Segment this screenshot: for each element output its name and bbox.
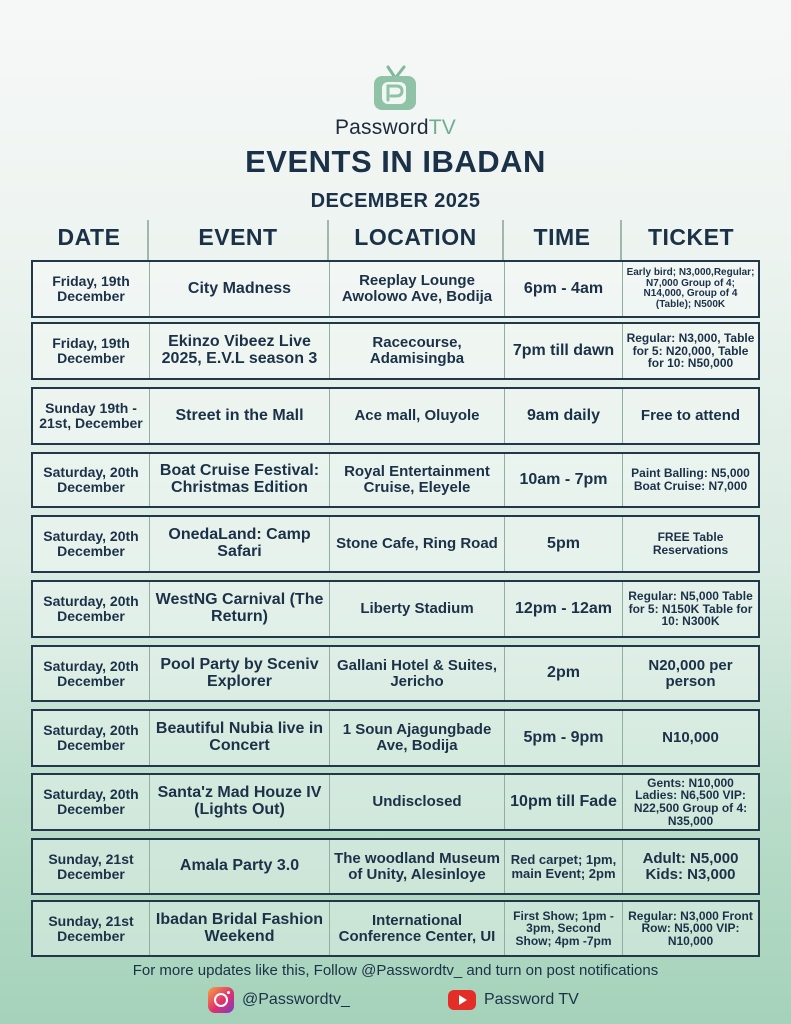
instagram-handle[interactable] (208, 986, 350, 1014)
event-date: Saturday, 20th December (43, 464, 139, 495)
event-name: Boat Cruise Festival: Christmas Edition (149, 454, 329, 506)
event-ticket: Adult: N5,000 Kids: N3,000 (622, 840, 758, 893)
brand-accent: TV (428, 116, 457, 139)
event-name: Ekinzo Vibeez Live 2025, E.V.L season 3 (149, 324, 329, 378)
event-location: Reeplay Lounge Awolowo Ave, Bodija (329, 262, 504, 316)
event-time: 6pm - 4am (504, 262, 622, 316)
instagram-icon (208, 987, 234, 1013)
event-date: Friday, 19th December (52, 335, 130, 366)
event-row (31, 452, 760, 508)
event-location: Racecourse, Adamisingba (329, 324, 504, 378)
footer-follow-text: For more updates like this, Follow @Passwordtv_ and turn on post notifications (132, 962, 659, 979)
event-ticket: Free to attend (622, 389, 758, 443)
event-ticket: FREE Table Reservations (622, 517, 758, 571)
event-name: Ibadan Bridal Fashion Weekend (149, 902, 329, 955)
youtube-channel[interactable] (448, 986, 579, 1014)
column-header-time: TIME (533, 224, 591, 250)
event-location: Stone Cafe, Ring Road (329, 517, 504, 571)
event-name: Santa'z Mad Houze IV (Lights Out) (149, 775, 329, 829)
event-row (31, 260, 760, 318)
brand-main: Password (334, 116, 429, 139)
event-time: First Show; 1pm - 3pm, Second Show; 4pm -7pm (504, 902, 622, 955)
event-ticket: Regular: N3,000, Table for 5: N20,000, Table for 10: N50,000 (622, 324, 758, 378)
event-date: Sunday, 21st December (48, 850, 134, 882)
event-ticket: N10,000 (622, 711, 758, 765)
youtube-channel-text: Password TV (484, 991, 579, 1008)
event-row (31, 838, 760, 895)
event-row (31, 709, 760, 767)
event-time: 5pm - 9pm (504, 711, 622, 765)
event-time: 12pm - 12am (504, 582, 622, 636)
event-date: Saturday, 20th December (43, 528, 139, 559)
event-time: Red carpet; 1pm, main Event; 2pm (504, 840, 622, 893)
event-location: Gallani Hotel & Suites, Jericho (329, 647, 504, 700)
event-name: Pool Party by Sceniv Explorer (149, 647, 329, 700)
brand-name (0, 116, 791, 140)
event-location: Liberty Stadium (329, 582, 504, 636)
event-row (31, 773, 760, 831)
event-location: 1 Soun Ajagungbade Ave, Bodija (329, 711, 504, 765)
event-location: International Conference Center, UI (329, 902, 504, 955)
event-time: 7pm till dawn (504, 324, 622, 378)
event-ticket: Paint Balling: N5,000 Boat Cruise: N7,000 (622, 454, 758, 506)
youtube-icon (448, 990, 476, 1010)
event-time: 5pm (504, 517, 622, 571)
event-ticket: Early bird; N3,000,Regular; N7,000 Group of 4; N14,000, Group of 4 (Table); N500K (622, 262, 758, 316)
event-row (31, 515, 760, 573)
event-location: The woodland Museum of Unity, Alesinloye (329, 840, 504, 893)
event-date: Saturday, 20th December (43, 786, 139, 817)
event-date: Saturday, 20th December (43, 722, 139, 753)
column-header-location: LOCATION (354, 224, 477, 250)
event-time: 9am daily (504, 389, 622, 443)
page-subtitle: DECEMBER 2025 (310, 190, 481, 212)
event-location: Royal Entertainment Cruise, Eleyele (329, 454, 504, 506)
column-header-event: EVENT (198, 224, 278, 250)
event-row (31, 645, 760, 702)
page-title: EVENTS IN IBADAN (245, 144, 546, 179)
event-name: WestNG Carnival (The Return) (149, 582, 329, 636)
event-date: Saturday, 20th December (43, 593, 139, 624)
tv-logo-icon (372, 64, 418, 114)
event-date: Sunday 19th - 21st, December (39, 400, 143, 431)
column-header-date: DATE (57, 224, 121, 250)
event-ticket: Regular: N5,000 Table for 5: N150K Table for 10: N300K (622, 582, 758, 636)
event-row (31, 580, 760, 638)
event-ticket: Gents: N10,000 Ladies: N6,500 VIP: N22,500 Group of 4: N35,000 (622, 775, 758, 829)
event-ticket: N20,000 per person (622, 647, 758, 700)
event-name: Beautiful Nubia live in Concert (149, 711, 329, 765)
event-time: 10am - 7pm (504, 454, 622, 506)
event-date: Saturday, 20th December (43, 657, 139, 689)
event-name: Street in the Mall (149, 389, 329, 443)
event-row (31, 900, 760, 957)
event-date: Sunday, 21st December (48, 912, 134, 944)
event-location: Ace mall, Oluyole (329, 389, 504, 443)
column-header-ticket: TICKET (647, 224, 735, 250)
event-location: Undisclosed (329, 775, 504, 829)
event-row (31, 322, 760, 380)
event-ticket: Regular: N3,000 Front Row: N5,000 VIP: N10,000 (622, 902, 758, 955)
event-date: Friday, 19th December (52, 273, 130, 304)
event-time: 2pm (504, 647, 622, 700)
event-name: OnedaLand: Camp Safari (149, 517, 329, 571)
event-name: City Madness (149, 262, 329, 316)
event-time: 10pm till Fade (504, 775, 622, 829)
event-name: Amala Party 3.0 (149, 840, 329, 893)
instagram-handle-text: @Passwordtv_ (242, 991, 350, 1008)
event-row (31, 387, 760, 445)
